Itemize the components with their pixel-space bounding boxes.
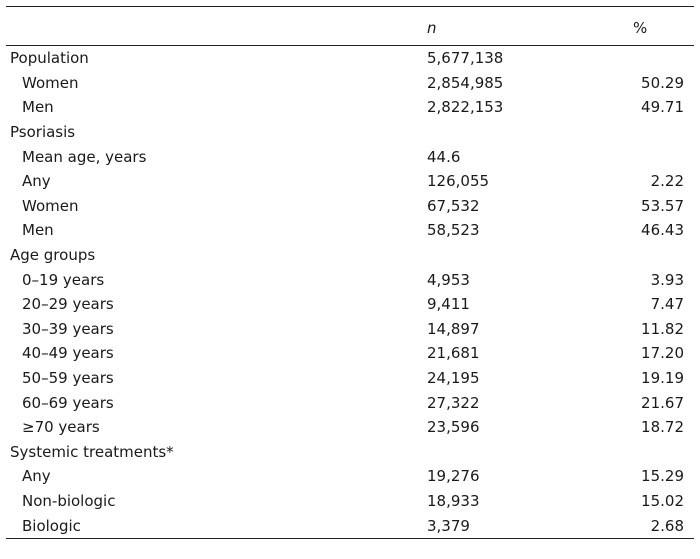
row-percent: 2.22: [650, 172, 684, 191]
row-percent: 46.43: [641, 221, 684, 240]
row-percent: 50.29: [641, 73, 684, 92]
table-row-age-40-49: [6, 341, 694, 366]
table-row-age-20-29: [6, 292, 694, 317]
row-n: 18,933: [427, 491, 480, 510]
row-percent: [631, 440, 694, 465]
row-n: 19,276: [427, 467, 480, 486]
table-row-treatment-non-biologic: [6, 489, 694, 514]
row-label: 50–59 years: [22, 369, 114, 388]
header-percent-column: %: [631, 7, 694, 46]
table-row-age-0-19: [6, 267, 694, 292]
row-n: 4,953: [427, 270, 470, 289]
row-percent: [631, 243, 694, 268]
row-label: 40–49 years: [22, 344, 114, 363]
row-percent: [631, 46, 694, 71]
row-n: 44.6: [427, 147, 461, 166]
table-row-psoriasis-any: [6, 169, 694, 194]
row-label: Population: [10, 49, 89, 68]
row-n: 14,897: [427, 319, 480, 338]
table-header: [6, 7, 694, 46]
table-row-mean-age: [6, 144, 694, 169]
table-row-population: [6, 46, 694, 71]
row-n: [421, 120, 631, 145]
table-row-treatment-any: [6, 464, 694, 489]
row-label: Psoriasis: [10, 123, 76, 142]
table-row-age-groups: [6, 243, 694, 268]
row-label: Biologic: [6, 513, 421, 538]
table-row-age-30-39: [6, 317, 694, 342]
row-percent: 3.93: [650, 270, 684, 289]
header-row: [6, 7, 694, 46]
row-label: Age groups: [10, 246, 96, 265]
row-percent: 11.82: [641, 319, 684, 338]
row-n: [421, 243, 631, 268]
row-percent: [631, 120, 694, 145]
row-n: 2,854,985: [427, 73, 504, 92]
data-table-container: [6, 6, 694, 539]
row-label: Systemic treatments*: [10, 442, 174, 461]
row-percent: 53.57: [641, 196, 684, 215]
table-row-population-men: [6, 95, 694, 120]
table-row-psoriasis-women: [6, 194, 694, 219]
row-n: 5,677,138: [427, 49, 504, 68]
row-label: Non-biologic: [22, 491, 116, 510]
row-n: 3,379: [421, 513, 631, 538]
header-n-column: n: [421, 7, 631, 46]
table-row-population-women: [6, 71, 694, 96]
row-label: Any: [22, 467, 51, 486]
table-body: [6, 46, 694, 539]
table-row-treatment-biologic: [6, 513, 694, 538]
table-row-age-60-69: [6, 390, 694, 415]
row-n: 21,681: [427, 344, 480, 363]
row-label: Any: [22, 172, 51, 191]
row-n: 58,523: [427, 221, 480, 240]
row-percent: 15.02: [641, 491, 684, 510]
table-row-age-50-59: [6, 366, 694, 391]
row-n: 126,055: [427, 172, 490, 191]
row-percent: 19.19: [641, 369, 684, 388]
row-percent: 15.29: [641, 467, 684, 486]
row-n: 24,195: [427, 369, 480, 388]
row-percent: 17.20: [641, 344, 684, 363]
header-label-column: [6, 7, 421, 46]
row-label: Women: [22, 196, 79, 215]
row-percent: 2.68: [631, 513, 694, 538]
row-percent: [631, 144, 694, 169]
row-n: [421, 440, 631, 465]
table-row-psoriasis: [6, 120, 694, 145]
row-label: 60–69 years: [22, 393, 114, 412]
row-label: 0–19 years: [22, 270, 105, 289]
row-percent: 49.71: [641, 98, 684, 117]
psoriasis-statistics-table: [6, 6, 694, 539]
row-n: 23,596: [427, 418, 480, 437]
table-row-age-70-plus: [6, 415, 694, 440]
row-label: Men: [22, 221, 54, 240]
row-n: 27,322: [427, 393, 480, 412]
row-n: 2,822,153: [427, 98, 504, 117]
row-label: Mean age, years: [22, 147, 147, 166]
row-label: Men: [22, 98, 54, 117]
table-row-psoriasis-men: [6, 218, 694, 243]
row-percent: 18.72: [641, 418, 684, 437]
table-row-systemic-treatments: [6, 440, 694, 465]
row-label: 30–39 years: [22, 319, 114, 338]
row-label: ≥70 years: [22, 418, 100, 437]
row-percent: 21.67: [641, 393, 684, 412]
row-n: 9,411: [427, 295, 470, 314]
row-n: 67,532: [427, 196, 480, 215]
row-percent: 7.47: [650, 295, 684, 314]
row-label: 20–29 years: [22, 295, 114, 314]
row-label: Women: [22, 73, 79, 92]
